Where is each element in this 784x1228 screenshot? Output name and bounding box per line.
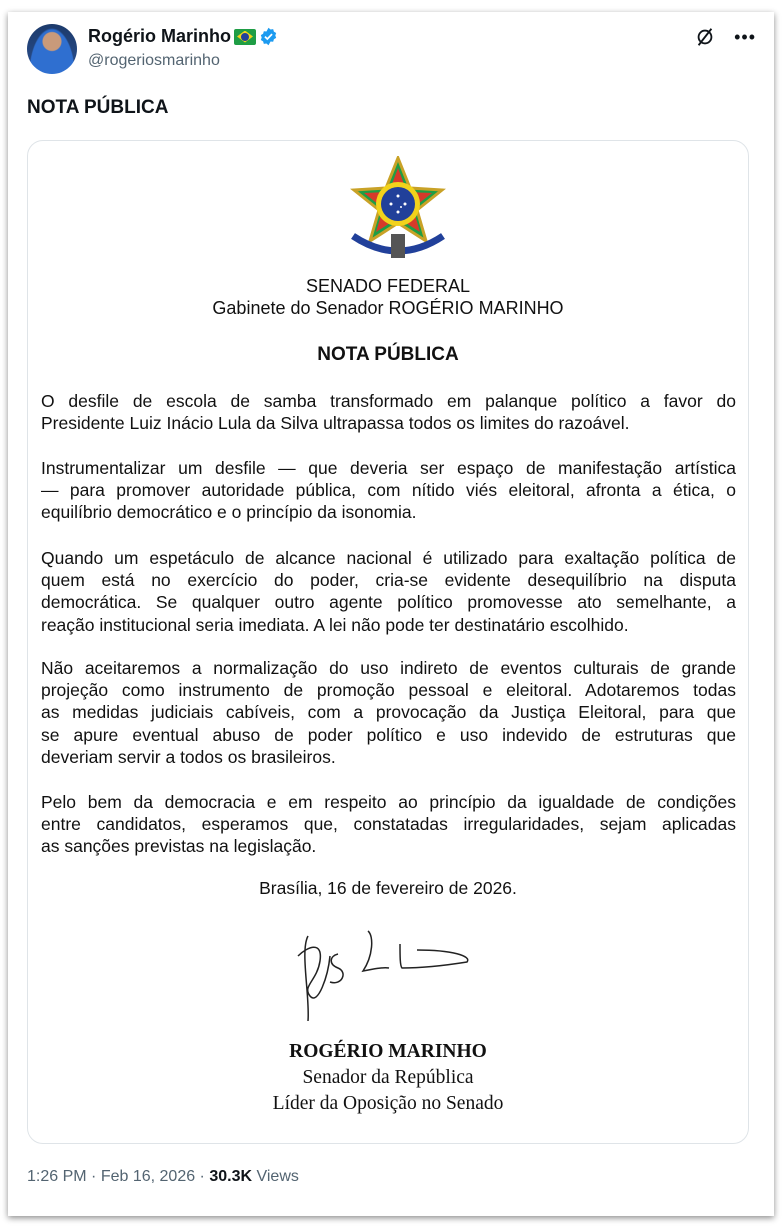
grok-icon[interactable] (694, 26, 716, 48)
signature (290, 916, 480, 1026)
tweet-text: NOTA PÚBLICA (27, 97, 169, 118)
paragraph-line: Não aceitaremos a normalização do uso indireto de eventos culturais de grande (41, 658, 736, 678)
tweet-date[interactable]: Feb 16, 2026 (100, 1168, 196, 1185)
author-name[interactable]: Rogério Marinho (88, 26, 278, 47)
signer-role: Senador da República (302, 1067, 474, 1088)
avatar[interactable] (27, 24, 77, 74)
paragraph-line: equilíbrio democrático e o princípio da isonomia. (41, 502, 417, 523)
document-date: Brasília, 16 de fevereiro de 2026. (259, 878, 517, 898)
paragraph-line: Pelo bem da democracia e em respeito ao princípio da igualdade de condições (41, 792, 736, 812)
coat-of-arms-icon (343, 156, 453, 268)
paragraph (41, 457, 736, 524)
attached-image[interactable] (27, 140, 749, 1144)
paragraph-line: Quando um espetáculo de alcance nacional é utilizado para exaltação política de (41, 548, 736, 568)
paragraph-line: entre candidatos, esperamos que, constatadas irregularidades, sejam aplicadas (41, 814, 736, 835)
paragraph-line: Presidente Luiz Inácio Lula da Silva ultrapassa todos os limites do razoável. (41, 413, 630, 434)
paragraph (41, 791, 736, 858)
paragraph-line: as sanções previstas na legislação. (41, 836, 317, 857)
office-name: Gabinete do Senador ROGÉRIO MARINHO (212, 298, 564, 318)
paragraph (41, 390, 736, 434)
tweet-time[interactable]: 1:26 PM (27, 1168, 87, 1185)
brazil-flag-icon (234, 29, 256, 45)
tweet-meta: 1:26 PM · Feb 16, 2026 · 30.3K Views (27, 1168, 299, 1185)
more-icon[interactable]: ••• (734, 26, 756, 47)
document-title: NOTA PÚBLICA (317, 344, 459, 365)
paragraph-line: — para promover autoridade pública, com nítido viés eleitoral, afronta a ética, o (41, 480, 736, 501)
paragraph (41, 657, 736, 768)
paragraph-line: projeção como instrumento de promoção pessoal e eleitoral. Adotaremos todas (41, 680, 736, 701)
paragraph-line: quem está no exercício do poder, cria-se evidente desequilíbrio na disputa (41, 570, 736, 591)
signer-position: Líder da Oposição no Senado (272, 1093, 504, 1114)
paragraph-line: democrática. Se qualquer outro agente político promovesse ato semelhante, a (41, 592, 736, 613)
org-name: SENADO FEDERAL (305, 276, 471, 296)
paragraph-line: se apure eventual abuso de poder político e uso indevido de estruturas que (41, 724, 736, 745)
paragraph-line: as medidas judiciais cabíveis, com a provocação da Justiça Eleitoral, para que (41, 702, 736, 723)
paragraph (41, 547, 736, 636)
verified-badge-icon (259, 27, 278, 46)
views-count: 30.3K (209, 1168, 253, 1185)
paragraph-line: Instrumentalizar um desfile — que deveria ser espaço de manifestação artística (41, 458, 736, 478)
signer-name: ROGÉRIO MARINHO (289, 1041, 487, 1062)
paragraph-line: reação institucional seria imediata. A lei não pode ter destinatário escolhido. (41, 614, 629, 635)
paragraph-line: deveriam servir a todos os brasileiros. (41, 746, 336, 767)
views-label: Views (256, 1168, 299, 1185)
author-handle[interactable]: @rogeriosmarinho (88, 52, 220, 69)
paragraph-line: O desfile de escola de samba transformado em palanque político a favor do (41, 391, 736, 411)
